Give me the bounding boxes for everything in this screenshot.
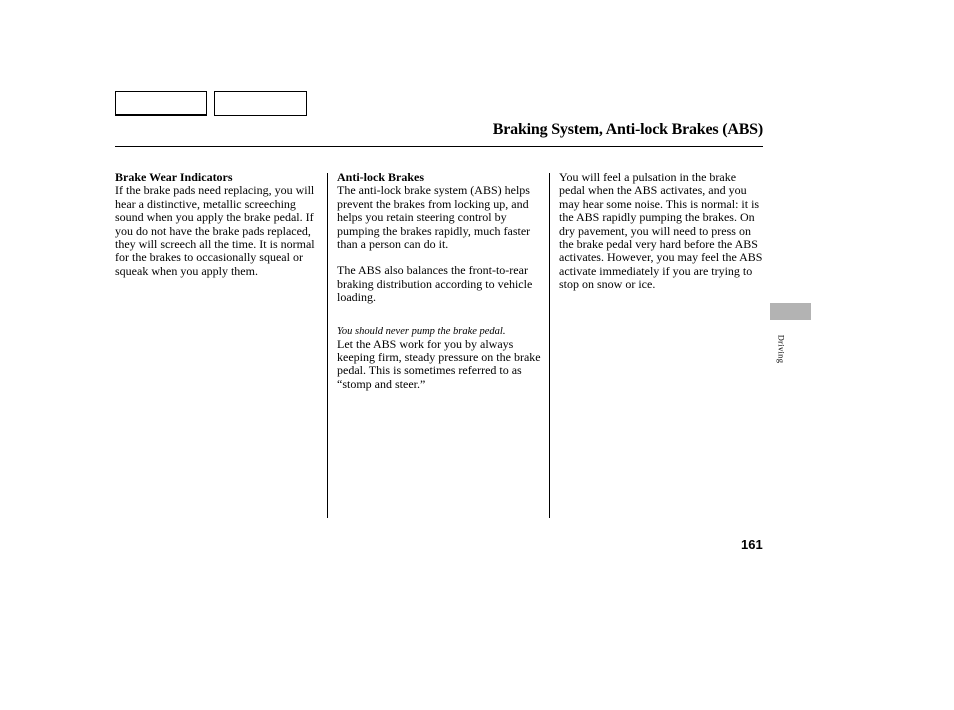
column-divider xyxy=(327,173,328,518)
title-divider xyxy=(115,146,763,147)
caution-note: You should never pump the brake pedal. xyxy=(337,325,506,337)
body-paragraph: If the brake pads need replacing, you will hear a distinctive, metallic screeching sound when you apply the brake pedal. If you do not have the brake pads replaced, they will screech all the time. It is normal for the brakes to occasionally squeal or squeak when you apply them. xyxy=(115,183,315,278)
nav-button-previous[interactable] xyxy=(115,91,207,116)
page-title: Braking System, Anti-lock Brakes (ABS) xyxy=(492,121,763,138)
column-abs-pulsation xyxy=(559,171,765,292)
column-anti-lock-brakes xyxy=(337,171,543,391)
body-paragraph: Let the ABS work for you by always keeping firm, steady pressure on the brake pedal. This is sometimes referred to as “stomp and steer.” xyxy=(337,336,541,391)
section-label: Driving xyxy=(776,334,787,364)
section-heading-brake-wear: Brake Wear Indicators xyxy=(115,170,233,184)
page-number: 161 xyxy=(741,537,763,552)
body-paragraph: The ABS also balances the front-to-rear braking distribution according to vehicle loading. xyxy=(337,263,533,305)
column-divider xyxy=(549,173,550,518)
body-paragraph: The anti-lock brake system (ABS) helps prevent the brakes from locking up, and helps you retain steering control by pumping the brakes rapidly, much faster than a person can do it. xyxy=(337,183,531,252)
section-tab[interactable] xyxy=(770,303,811,320)
body-paragraph: You will feel a pulsation in the brake pedal when the ABS activates, and you may hear some noise. This is normal: it is the ABS rapidly pumping the brakes. On dry pavement, you will need to press on the brake pedal very hard before the ABS activates. However, you may feel the ABS activate immediately if you are trying to stop on snow or ice. xyxy=(559,170,763,292)
nav-button-next[interactable] xyxy=(214,91,307,116)
column-brake-wear xyxy=(115,171,321,278)
section-heading-anti-lock: Anti-lock Brakes xyxy=(337,170,424,184)
